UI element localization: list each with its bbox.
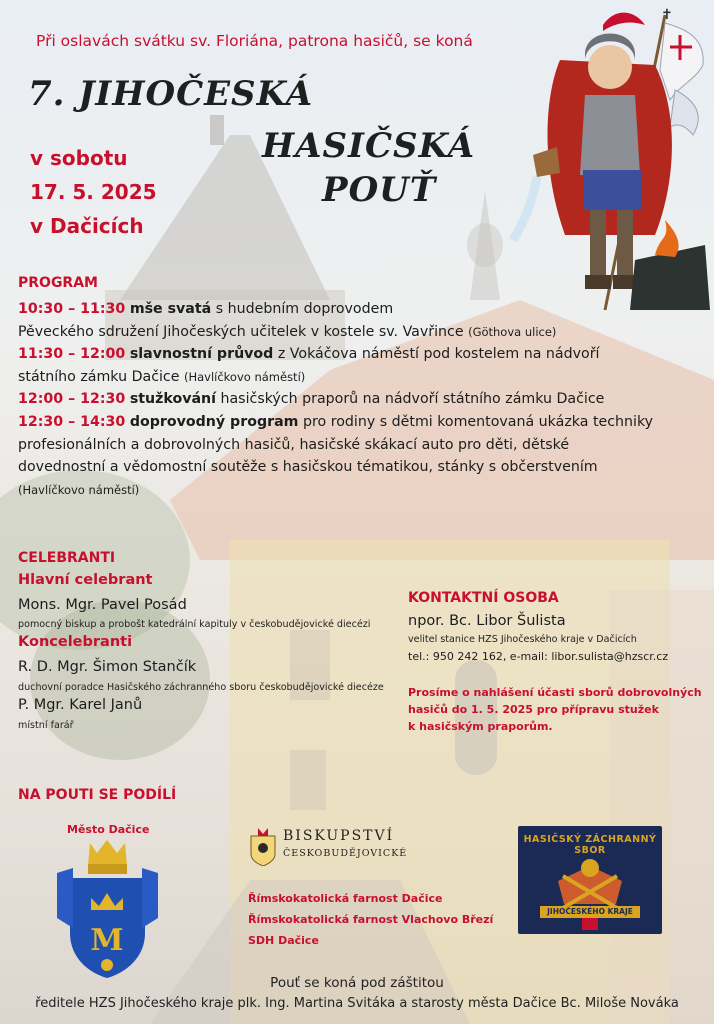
program-item-2-time: 11:30 – 12:00 — [18, 346, 126, 363]
concelebrant-2-name: P. Mgr. Karel Janů — [18, 697, 143, 713]
program-item-3-text: hasičských praporů na nádvoří státního zámku Dačice — [215, 391, 605, 408]
concelebrant-1-name: R. D. Mgr. Šimon Stančík — [18, 659, 197, 675]
program-item-1-location: (Göthova ulice) — [468, 324, 557, 339]
partners-heading: NA POUTI SE PODÍLÍ — [18, 787, 177, 803]
contact-heading: KONTAKTNÍ OSOBA — [408, 590, 559, 606]
concelebrants-heading: Koncelebranti — [18, 634, 133, 650]
program-item-3-time: 12:00 – 12:30 — [18, 391, 126, 408]
svg-text:✝: ✝ — [661, 7, 673, 23]
concelebrant-2-role: místní farář — [18, 720, 74, 731]
registration-note — [408, 684, 702, 735]
registration-note-line-2: hasičů do 1. 5. 2025 pro přípravu stužek — [408, 703, 659, 716]
program-item-2-line-2 — [18, 366, 698, 389]
contact-role: velitel stanice HZS Jihočeského kraje v Dačicích — [408, 634, 637, 645]
program-item-4-title: doprovodný program — [129, 413, 299, 430]
program-item-1-time: 10:30 – 11:30 — [18, 301, 126, 317]
program-item-2-text: z Vokáčova náměstí pod kostelem na nádvoří — [273, 346, 600, 363]
program-item-4-time: 12:30 – 14:30 — [18, 413, 126, 430]
intro-text: Při oslavách svátku sv. Floriána, patrona hasičů, se koná — [36, 32, 473, 50]
program-item-4-text: pro rodiny s dětmi komentovaná ukázka techniky — [298, 413, 654, 430]
main-celebrant-role: pomocný biskup a probošt katedrální kapituly v českobudějovické diecézi — [18, 619, 371, 630]
date-line-3: v Dačicích — [30, 214, 144, 238]
program-item-2-title: slavnostní průvod — [129, 346, 274, 363]
program-item-4-line-2: profesionálních a dobrovolných hasičů, hasičské skákací auto pro děti, dětské — [18, 436, 570, 453]
program-item-1-line-2 — [18, 321, 698, 344]
program-item-3-line-1 — [18, 388, 698, 411]
program-item-1-line-1 — [18, 298, 698, 321]
registration-note-line-1: Prosíme o nahlášení účasti sborů dobrovolných — [408, 686, 702, 699]
saint-florian-illustration — [505, 5, 710, 320]
parish-2: Římskokatolická farnost Vlachovo Březí — [248, 913, 494, 926]
program-item-2-location: (Havlíčkovo náměstí) — [183, 369, 306, 384]
footer-line-1: Pouť se koná pod záštitou — [270, 975, 444, 991]
title-line-1: 7. JIHOČESKÁ — [28, 74, 314, 114]
bishopric-name-line-1: BISKUPSTVÍ — [283, 828, 395, 844]
program-item-2-text-2: státního zámku Dačice — [18, 368, 184, 385]
program-item-4-line-1 — [18, 411, 698, 434]
svg-text:M: M — [90, 923, 124, 958]
hzs-logo — [518, 826, 662, 934]
program-item-3-title: stužkování — [129, 391, 216, 408]
parish-1: Římskokatolická farnost Dačice — [248, 892, 443, 905]
main-celebrant-heading: Hlavní celebrant — [18, 572, 153, 588]
celebrants-heading: CELEBRANTI — [18, 550, 116, 566]
title-line-2: HASIČSKÁ — [262, 126, 476, 166]
program-item-1-title: mše svatá — [129, 301, 212, 317]
hzs-band-text: JIHOČESKÉHO KRAJE — [547, 907, 633, 916]
bishopric-name-line-2: ČESKOBUDĚJOVICKÉ — [283, 848, 408, 859]
date-line-1: v sobotu — [30, 146, 128, 170]
date-line-2: 17. 5. 2025 — [30, 180, 157, 204]
program-heading: PROGRAM — [18, 275, 98, 291]
bishopric-crest-icon — [248, 826, 278, 866]
contact-phone-email: tel.: 950 242 162, e-mail: libor.sulista@hzscr.cz — [408, 650, 669, 663]
program-item-2-line-1 — [18, 343, 698, 366]
dacice-coat-of-arms — [55, 838, 160, 978]
sdh-dacice: SDH Dačice — [248, 934, 319, 947]
program-item-1-text: s hudebním doprovodem — [211, 301, 394, 317]
program-list — [18, 298, 698, 501]
concelebrant-1-role: duchovní poradce Hasičského záchranného sboru českobudějovické diecéze — [18, 682, 384, 693]
program-item-4-line-3: dovednostní a vědomostní soutěže s hasičskou tématikou, stánky s občerstvením — [18, 459, 598, 476]
program-item-1-text-2: Pěveckého sdružení Jihočeských učitelek v kostele sv. Vavřince — [18, 323, 469, 340]
main-celebrant-name: Mons. Mgr. Pavel Posád — [18, 597, 187, 613]
registration-note-line-3: k hasičským praporům. — [408, 720, 553, 733]
contact-name: npor. Bc. Libor Šulista — [408, 613, 566, 629]
title-line-3: POUŤ — [322, 170, 437, 210]
program-item-4-location: (Havlíčkovo náměstí) — [18, 482, 140, 497]
town-label: Město Dačice — [67, 823, 150, 836]
hzs-arc-text: HASIČSKÝ ZÁCHRANNÝ SBOR — [523, 834, 657, 856]
footer-line-2: ředitele HZS Jihočeského kraje plk. Ing. Martina Svitáka a starosty města Dačice Bc. Miloše Nováka — [35, 996, 679, 1011]
